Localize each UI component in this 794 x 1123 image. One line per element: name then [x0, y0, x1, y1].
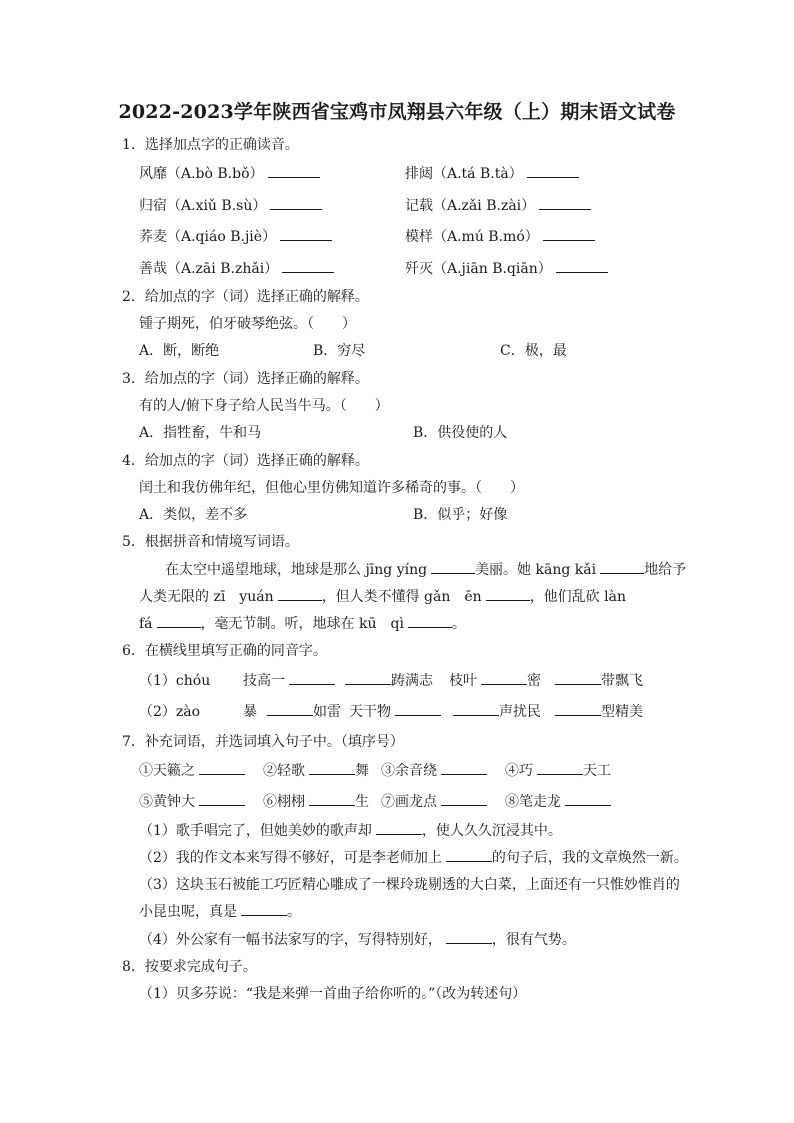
q7-word-row-2: ⑤黄钟大 ⑥栩栩 生 ⑦画龙点 ⑧笔走龙 [139, 792, 611, 812]
q7-sentence-2: （2）我的作文本来写得不够好，可是李老师加上 的句子后，我的文章焕然一新。 [139, 850, 688, 866]
q2-stem: 2．给加点的字（词）选择正确的解释。 [122, 289, 369, 305]
q4-option-b: B．似乎；好像 [413, 507, 508, 523]
q2-sentence: 锺子期死，伯牙破琴绝弦。（ ） [139, 316, 356, 332]
q1-item: 归宿（A.xiǔ B.sù） [139, 196, 322, 216]
q1-item: 风靡（A.bò B.bǒ） [139, 164, 320, 184]
q5-line-3: fá ，毫无节制。听，地球在 kū qì 。 [139, 616, 466, 632]
q3-sentence: 有的人/俯下身子给人民当牛马。（ ） [139, 398, 389, 414]
q2-option-c: C．极，最 [500, 343, 567, 359]
q4-sentence: 闰土和我仿佛年纪，但他心里仿佛知道许多稀奇的事。（ ） [139, 480, 524, 496]
q1-item: 歼灭（A.jiān B.qiān） [405, 259, 608, 279]
page-title: 2022-2023学年陕西省宝鸡市凤翔县六年级（上）期末语文试卷 [118, 101, 676, 123]
q6-row-1: 技高一 踌满志 枝叶 密 带飘飞 [243, 673, 643, 689]
q1-stem: 1．选择加点字的正确读音。 [122, 137, 299, 153]
q4-stem: 4．给加点的字（词）选择正确的解释。 [122, 453, 369, 469]
q6-row-1-label: （1）chóu [139, 673, 211, 689]
q8-stem: 8．按要求完成句子。 [122, 959, 257, 975]
q7-stem: 7．补充词语，并选词填入句子中。（填序号） [122, 734, 404, 750]
q8-sentence-1: （1）贝多芬说：“我是来弹一首曲子给你听的。”（改为转述句） [139, 986, 527, 1002]
q3-option-a: A．指牲畜，牛和马 [139, 425, 262, 441]
q2-option-b: B．穷尽 [313, 343, 366, 359]
q2-option-a: A．断，断绝 [139, 343, 220, 359]
q1-item: 记载（A.zǎi B.zài） [405, 196, 591, 216]
q7-sentence-3-cont: 小昆虫呢，真是 。 [139, 904, 301, 920]
q1-item: 荞麦（A.qiáo B.jiè） [139, 227, 332, 247]
q5-stem: 5．根据拼音和情境写词语。 [122, 534, 299, 550]
q7-sentence-1: （1）歌手唱完了，但她美妙的歌声却 ，使人久久沉浸其中。 [139, 823, 562, 839]
q6-stem: 6．在横线里填写正确的同音字。 [122, 643, 327, 659]
q1-item: 善哉（A.zāi B.zhǎi） [139, 259, 334, 279]
q7-sentence-3: （3）这块玉石被能工巧匠精心雕成了一棵玲珑剔透的大白菜，上面还有一只惟妙惟肖的 [139, 877, 680, 893]
q6-row-2-label: （2）zào [139, 704, 201, 720]
q3-stem: 3．给加点的字（词）选择正确的解释。 [122, 371, 369, 387]
q1-item: 排闼（A.tá B.tà） [405, 164, 579, 184]
q4-option-a: A．类似，差不多 [139, 507, 248, 523]
q7-word-row-1: ①天籁之 ②轻歌 舞 ③余音绕 ④巧 天工 [139, 763, 611, 779]
q1-item: 模样（A.mú B.mó） [405, 227, 595, 247]
q3-option-b: B．供役使的人 [413, 425, 508, 441]
q7-sentence-4: （4）外公家有一幅书法家写的字，写得特别好， ，很有气势。 [139, 932, 576, 948]
q6-row-2: 暴 如雷 天干物 声扰民 型精美 [243, 704, 643, 720]
q5-line-1: 在太空中遥望地球，地球是那么 jīng yíng 美丽。她 kāng kǎi 地给予 [165, 562, 687, 578]
q5-line-2: 人类无限的 zī yuán ，但人类不懂得 gǎn ēn ，他们乱砍 làn [139, 589, 626, 605]
